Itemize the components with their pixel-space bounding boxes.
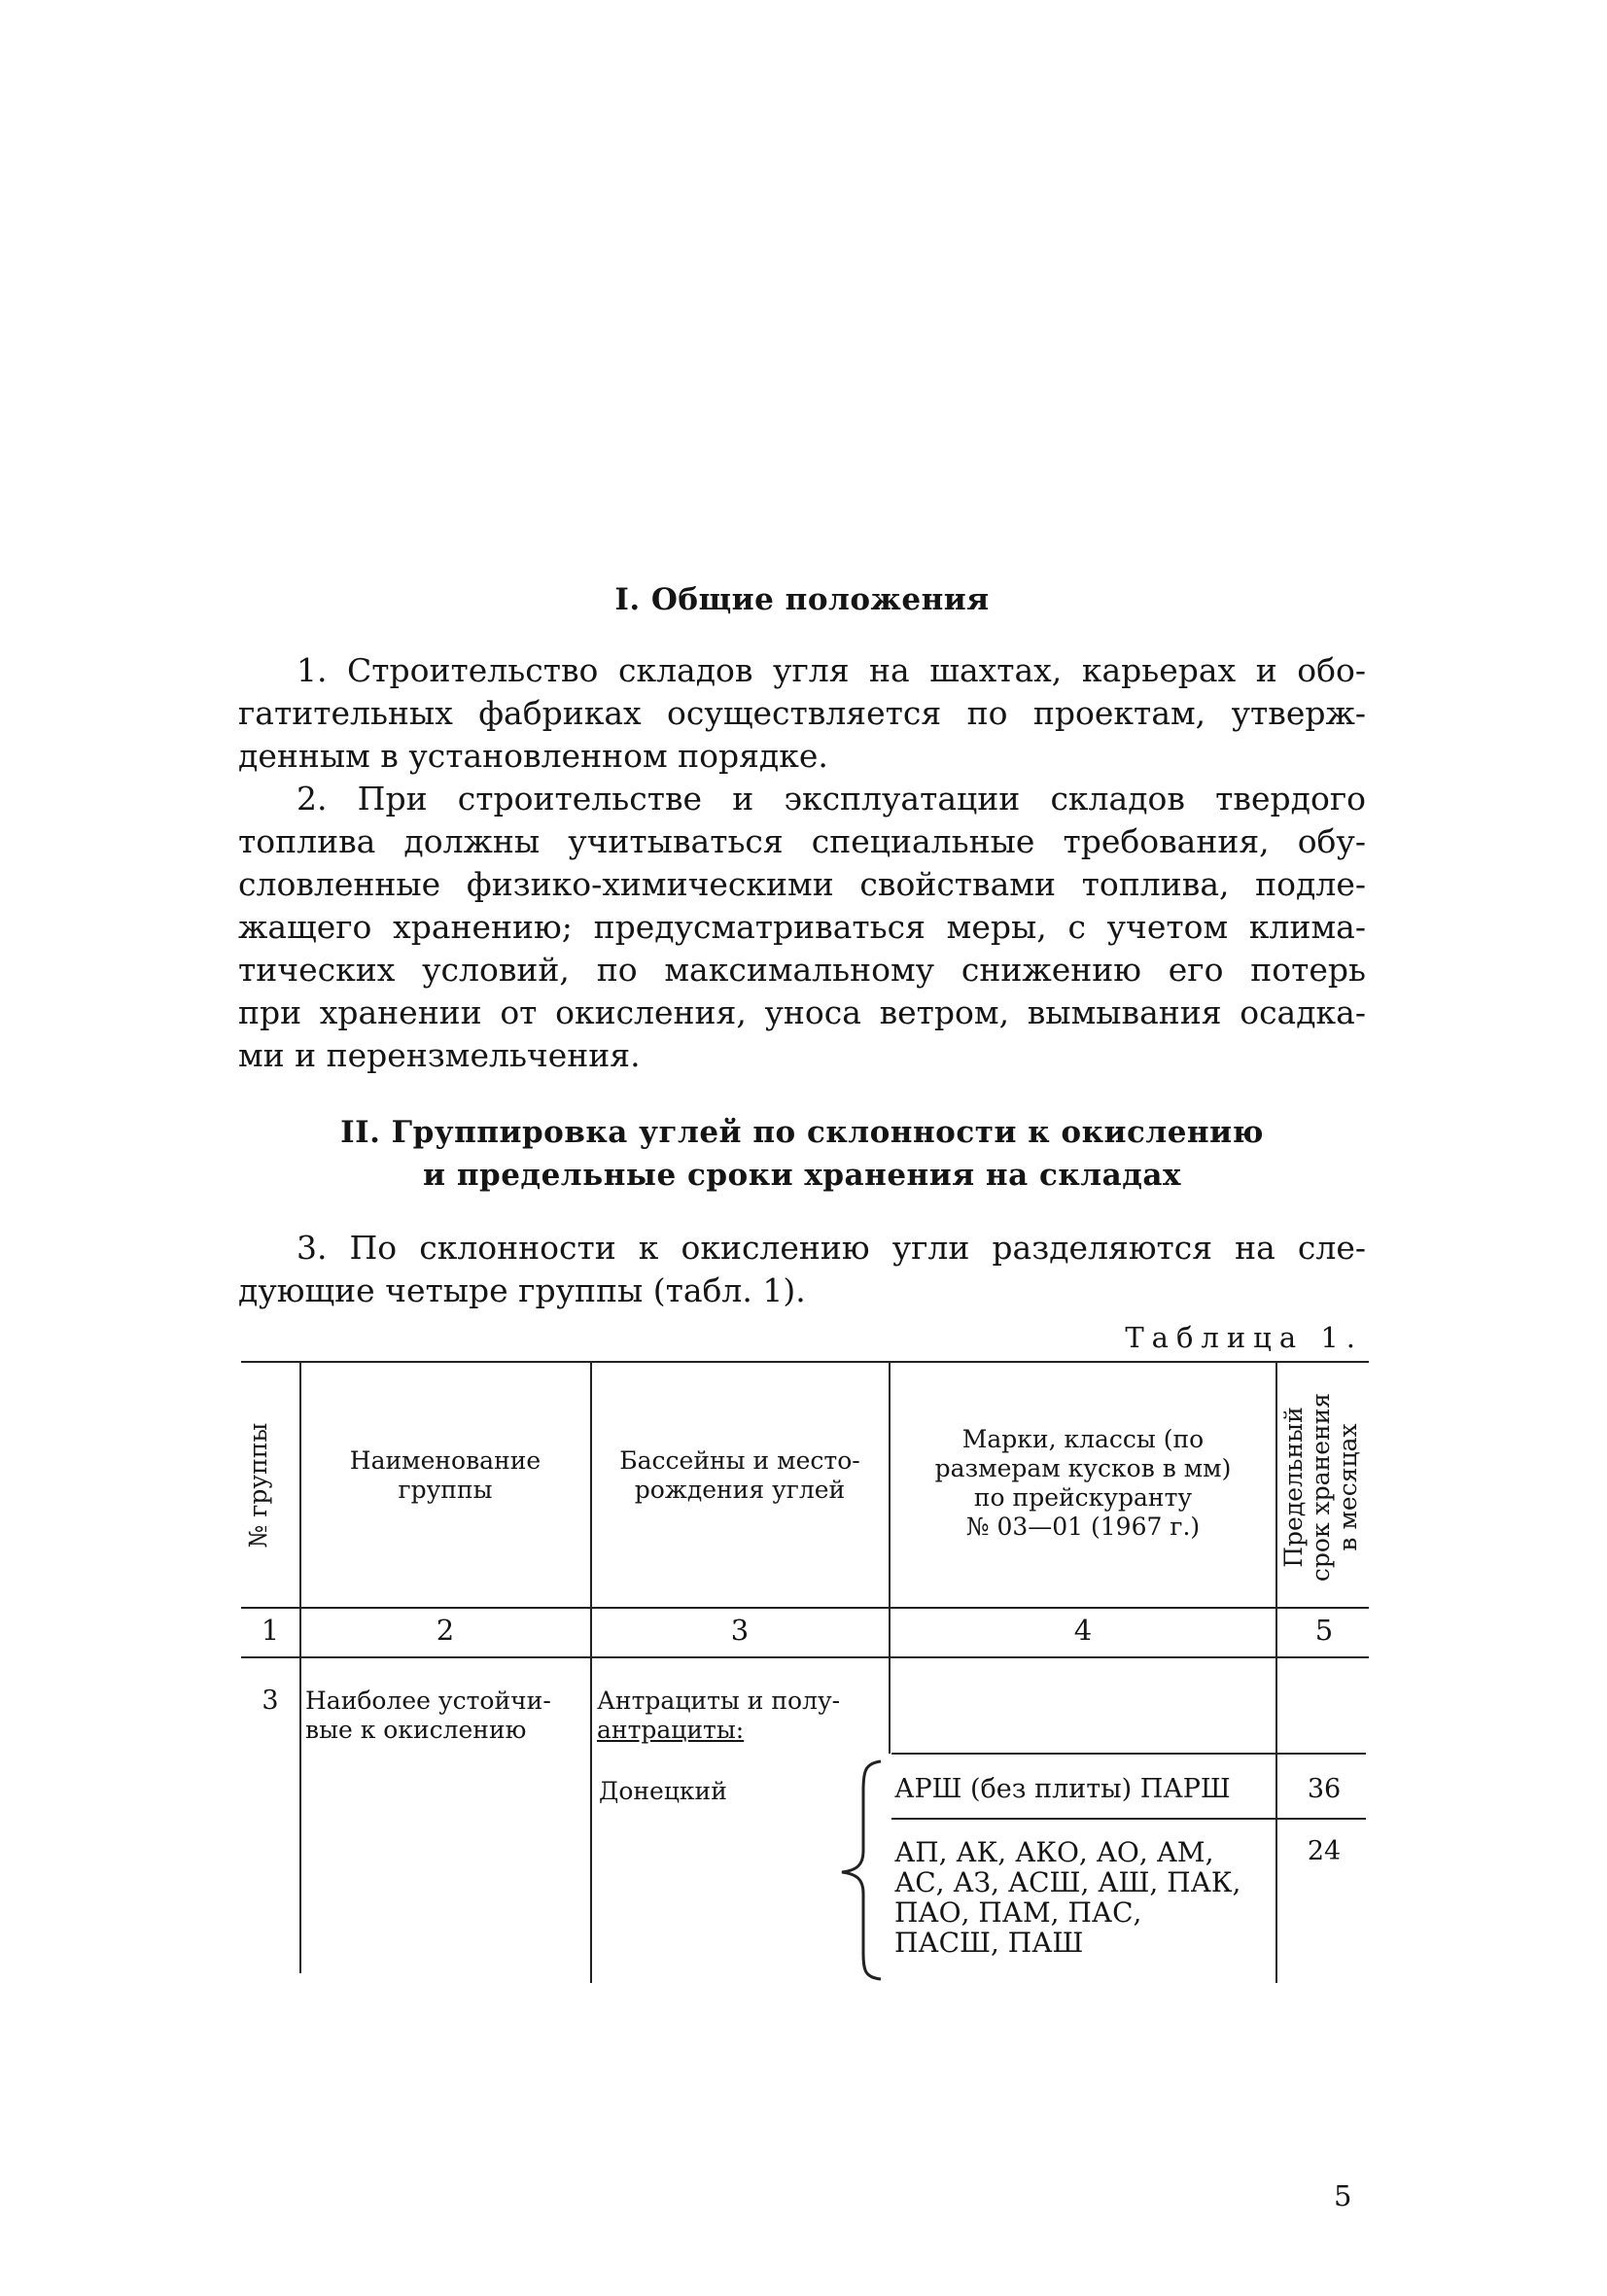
basin-header-line: Антрациты и полу- <box>597 1687 841 1715</box>
term-row-1: 36 <box>1307 1774 1342 1804</box>
header-group-name <box>303 1446 587 1505</box>
header-line: Наименование <box>349 1446 541 1475</box>
table-top-rule <box>241 1361 1369 1363</box>
group-name-line: вые к окислению <box>305 1716 527 1744</box>
table-caption: Таблица 1. <box>1125 1321 1363 1354</box>
paragraph-line: при хранении от окисления, уноса ветром, вымывания осадка- <box>238 993 1366 1031</box>
table-col-rule <box>590 1361 592 1983</box>
header-line: № 03—01 (1967 г.) <box>965 1513 1201 1541</box>
section-1-heading: I. Общие положения <box>614 582 990 617</box>
group-name-line: Наиболее устойчи- <box>305 1687 551 1715</box>
curly-brace-icon <box>836 1757 889 1983</box>
basin-header-line: антрациты: <box>597 1716 745 1744</box>
paragraph-line: жащего хранению; предусматриваться меры, с учетом клима- <box>238 908 1366 946</box>
paragraph-line: ми и перензмельчения. <box>238 1036 641 1074</box>
header-line: по прейскуранту <box>973 1483 1193 1512</box>
table-row-rule <box>891 1753 1366 1755</box>
paragraph-1 <box>238 649 1366 778</box>
paragraph-line: 2. При строительстве и эксплуатации складов твердого <box>297 780 1366 818</box>
page-number: 5 <box>1334 2179 1352 2212</box>
table-row-rule <box>891 1818 1366 1820</box>
group-name <box>305 1687 589 1745</box>
paragraph-line: 3. По склонности к окислению угли разделяются на сле- <box>297 1229 1366 1267</box>
header-line: размерам кусков в мм) <box>934 1454 1232 1482</box>
grades-line: ПАО, ПАМ, ПАС, <box>894 1896 1142 1929</box>
grades-line: АП, АК, АКО, АО, АМ, <box>894 1836 1214 1868</box>
paragraph-line: тических условий, по максимальному снижению его потерь <box>238 951 1366 989</box>
column-number: 2 <box>436 1614 455 1647</box>
header-line: Предельный <box>1279 1407 1308 1568</box>
basin-donetsk: Донецкий <box>599 1777 727 1805</box>
term-row-2: 24 <box>1307 1836 1342 1866</box>
section-2-heading-line: II. Группировка углей по склонности к окислению <box>340 1115 1264 1150</box>
paragraph-line: словленные физико-химическими свойствами топлива, подле- <box>238 865 1366 903</box>
paragraph-3 <box>238 1227 1366 1312</box>
basin-header <box>597 1687 889 1745</box>
paragraph-line: 1. Строительство складов угля на шахтах, карьерах и обо- <box>297 651 1366 689</box>
column-number: 5 <box>1314 1614 1334 1647</box>
table-col-rule <box>1275 1361 1277 1983</box>
header-storage-term <box>1280 1371 1362 1604</box>
grades-row-1: АРШ (без плиты) ПАРШ <box>894 1774 1231 1804</box>
table-col-rule <box>299 1361 301 1973</box>
header-line: Бассейны и место- <box>619 1446 860 1475</box>
header-line: рождения углей <box>634 1476 846 1504</box>
grades-line: АС, АЗ, АСШ, АШ, ПАК, <box>894 1866 1241 1898</box>
paragraph-line: денным в установленном порядке. <box>238 737 828 775</box>
grades-row-2 <box>894 1837 1275 1958</box>
table-numbers-rule <box>241 1656 1369 1658</box>
table-col-rule <box>889 1361 891 1754</box>
column-number: 3 <box>730 1614 750 1647</box>
table-header-rule <box>241 1607 1369 1609</box>
header-line: группы <box>398 1476 493 1504</box>
header-line: срок хранения <box>1307 1392 1335 1583</box>
paragraph-2 <box>238 778 1366 1077</box>
column-number: 4 <box>1073 1614 1093 1647</box>
header-grades <box>892 1425 1274 1542</box>
paragraph-line: дующие четыре группы (табл. 1). <box>238 1271 806 1309</box>
paragraph-line: топлива должны учитываться специальные требования, обу- <box>238 822 1366 860</box>
header-line: в месяцах <box>1334 1423 1362 1551</box>
header-basins <box>594 1446 886 1505</box>
section-2-heading-line: и предельные сроки хранения на складах <box>423 1158 1181 1193</box>
header-group-number: № группы <box>244 1422 272 1548</box>
grades-line: ПАСШ, ПАШ <box>894 1927 1084 1959</box>
header-line: Марки, классы (по <box>961 1425 1205 1453</box>
column-number: 1 <box>261 1614 280 1647</box>
section-2-heading <box>238 1111 1366 1197</box>
group-number: 3 <box>262 1686 279 1716</box>
paragraph-line: гатительных фабриках осуществляется по проектам, утверж- <box>238 694 1366 732</box>
